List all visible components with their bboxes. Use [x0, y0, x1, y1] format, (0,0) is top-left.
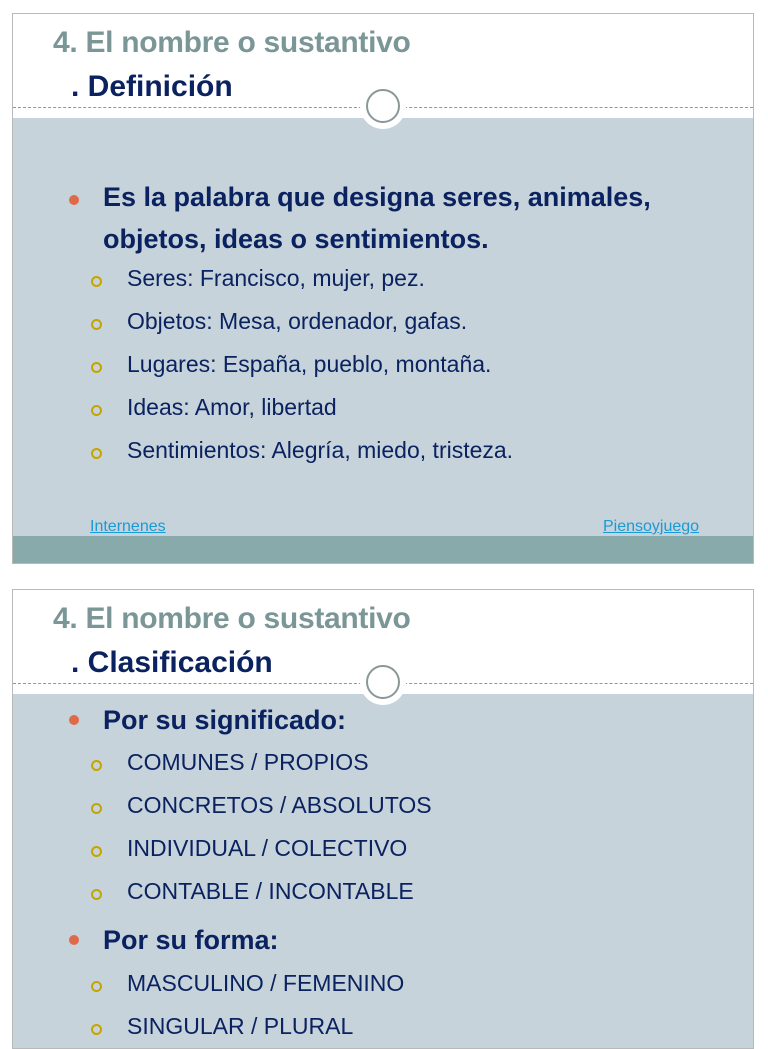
ring-bullet-icon [91, 405, 102, 416]
ring-bullet-icon [91, 1024, 102, 1035]
ring-icon [360, 659, 406, 705]
footer-bar [13, 536, 753, 563]
list-item: Sentimientos: Alegría, miedo, tristeza. [127, 437, 514, 463]
ring-bullet-icon [91, 276, 102, 287]
footer-link-piensoyjuego[interactable]: Piensoyjuego [603, 518, 700, 535]
group-heading: Por su forma: [103, 925, 279, 955]
slide-body [13, 694, 753, 1048]
ring-bullet-icon [91, 889, 102, 900]
slide-title: 4. El nombre o sustantivo [53, 602, 411, 635]
slide-subtitle: . Clasificación [71, 646, 273, 679]
list-item: Lugares: España, pueblo, montaña. [127, 351, 492, 377]
list-item: COMUNES / PROPIOS [127, 749, 369, 775]
footer-link-internenes[interactable]: Internenes [90, 518, 166, 535]
bullet-dot-icon [69, 195, 79, 205]
slide-clasificacion [12, 589, 754, 1049]
list-item: MASCULINO / FEMENINO [127, 970, 405, 996]
main-bullet: Es la palabra que designa seres, animales, objetos, ideas o sentimientos. [103, 182, 651, 254]
slide-body [13, 118, 753, 563]
list-item: SINGULAR / PLURAL [127, 1013, 354, 1039]
ring-bullet-icon [91, 319, 102, 330]
group-heading: Por su significado: [103, 705, 347, 735]
bullet-dot-icon [69, 935, 79, 945]
slide-title: 4. El nombre o sustantivo [53, 26, 411, 59]
ring-bullet-icon [91, 362, 102, 373]
list-item: CONCRETOS / ABSOLUTOS [127, 792, 432, 818]
slide-subtitle: . Definición [71, 70, 233, 103]
bullet-dot-icon [69, 715, 79, 725]
list-item: CONTABLE / INCONTABLE [127, 878, 414, 904]
ring-bullet-icon [91, 760, 102, 771]
list-item: Ideas: Amor, libertad [127, 394, 337, 420]
ring-bullet-icon [91, 981, 102, 992]
ring-bullet-icon [91, 803, 102, 814]
slide-definicion [12, 13, 754, 564]
ring-icon [360, 83, 406, 129]
list-item: Seres: Francisco, mujer, pez. [127, 265, 425, 291]
list-item: INDIVIDUAL / COLECTIVO [127, 835, 408, 861]
list-item: Objetos: Mesa, ordenador, gafas. [127, 308, 468, 334]
ring-bullet-icon [91, 448, 102, 459]
ring-bullet-icon [91, 846, 102, 857]
